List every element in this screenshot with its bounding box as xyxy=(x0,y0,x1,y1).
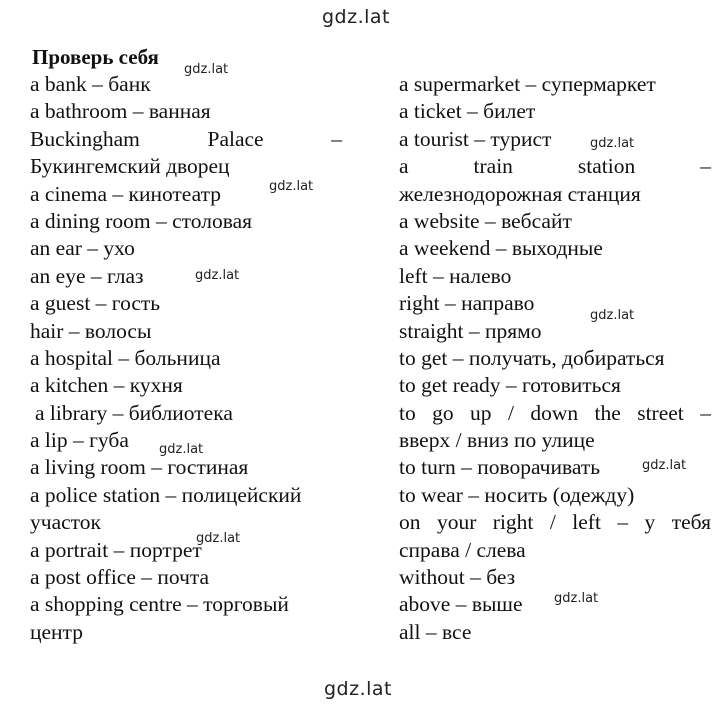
vocab-line: a supermarket – супермаркет xyxy=(399,72,656,96)
watermark-top: gdz.lat xyxy=(322,6,391,28)
watermark-inline: gdz.lat xyxy=(269,179,314,194)
vocab-word: right xyxy=(492,510,534,535)
watermark-inline: gdz.lat xyxy=(159,442,204,457)
vocab-word: – xyxy=(617,510,629,535)
vocab-line: справа / слева xyxy=(399,537,526,562)
vocab-line: a living room – гостиная xyxy=(30,455,249,480)
vocab-line: a police station – полицейский xyxy=(30,482,302,507)
vocab-word: to xyxy=(399,400,416,425)
vocab-line: участок xyxy=(30,510,101,535)
vocab-line: a portrait – портрет xyxy=(30,537,202,562)
vocab-word: station xyxy=(577,154,636,179)
watermark-inline: gdz.lat xyxy=(590,308,635,323)
watermark-inline: gdz.lat xyxy=(195,268,240,283)
vocab-line: an ear – ухо xyxy=(30,236,135,261)
vocab-line: straight – прямо xyxy=(399,318,542,343)
vocab-word: Buckingham xyxy=(30,126,140,151)
vocab-line: a hospital – больница xyxy=(30,345,221,370)
vocab-line: without – без xyxy=(399,565,516,590)
vocab-line: to turn – поворачивать xyxy=(399,455,601,480)
vocab-line: to get – получать, добираться xyxy=(399,345,665,370)
vocab-line: a kitchen – кухня xyxy=(30,373,183,398)
vocab-line: left – налево xyxy=(399,263,512,288)
vocab-line xyxy=(399,400,711,427)
vocab-word: the xyxy=(594,400,621,425)
vocab-word: down xyxy=(530,400,579,425)
vocab-word: street xyxy=(637,400,684,425)
vocab-word: a xyxy=(399,154,409,179)
vocab-line: a cinema – кинотеатр xyxy=(30,181,222,206)
vocab-line: a bank – банк xyxy=(30,72,151,96)
vocab-line xyxy=(399,509,711,536)
vocab-word: up xyxy=(470,400,492,425)
vocab-word: тебя xyxy=(671,510,711,535)
watermark-inline: gdz.lat xyxy=(642,458,687,473)
vocab-word: – xyxy=(700,400,711,425)
vocab-line xyxy=(399,153,711,180)
vocab-word: – xyxy=(331,126,342,151)
vocab-line: a lip – губа xyxy=(30,428,129,453)
vocab-word: – xyxy=(700,154,711,179)
vocab-line xyxy=(30,126,342,153)
vocab-line: вверх / вниз по улице xyxy=(399,428,595,453)
vocab-word: left xyxy=(572,510,601,535)
watermark-inline: gdz.lat xyxy=(184,62,229,77)
vocab-line: a library – библиотека xyxy=(35,400,233,425)
watermark-bottom: gdz.lat xyxy=(324,678,393,700)
vocab-word: у xyxy=(644,510,656,535)
page-title: Проверь себя xyxy=(32,45,159,69)
left-word-list xyxy=(30,71,342,646)
vocab-word: your xyxy=(436,510,477,535)
vocab-word: / xyxy=(549,510,556,535)
vocab-line: hair – волосы xyxy=(30,318,152,343)
vocab-line: a shopping centre – торговый xyxy=(30,592,289,617)
vocab-line: железнодорожная станция xyxy=(399,181,641,206)
vocab-word: go xyxy=(432,400,454,425)
vocab-line: all – все xyxy=(399,619,472,644)
vocab-line: a ticket – билет xyxy=(399,99,536,124)
vocab-line: a weekend – выходные xyxy=(399,236,603,261)
watermark-inline: gdz.lat xyxy=(554,591,599,606)
vocab-line: a post office – почта xyxy=(30,565,210,590)
vocab-line: above – выше xyxy=(399,592,523,617)
vocab-line: a dining room – столовая xyxy=(30,208,253,233)
vocab-word: / xyxy=(507,400,514,425)
vocab-word: train xyxy=(473,154,513,179)
vocab-line: a guest – гость xyxy=(30,291,161,316)
vocab-line: to get ready – готовиться xyxy=(399,373,621,398)
vocab-line: a tourist – турист xyxy=(399,126,552,151)
vocab-word: Palace xyxy=(207,126,264,151)
vocab-line: right – направо xyxy=(399,291,535,316)
right-word-list xyxy=(399,71,711,646)
vocab-line: a bathroom – ванная xyxy=(30,99,211,124)
watermark-inline: gdz.lat xyxy=(196,531,241,546)
vocab-word: on xyxy=(399,510,421,535)
vocab-line: a website – вебсайт xyxy=(399,208,572,233)
vocab-line: to wear – носить (одежду) xyxy=(399,482,635,507)
watermark-inline: gdz.lat xyxy=(590,136,635,151)
vocab-line: центр xyxy=(30,619,83,644)
vocab-line: Букингемский дворец xyxy=(30,154,230,179)
vocab-line: an eye – глаз xyxy=(30,263,144,288)
